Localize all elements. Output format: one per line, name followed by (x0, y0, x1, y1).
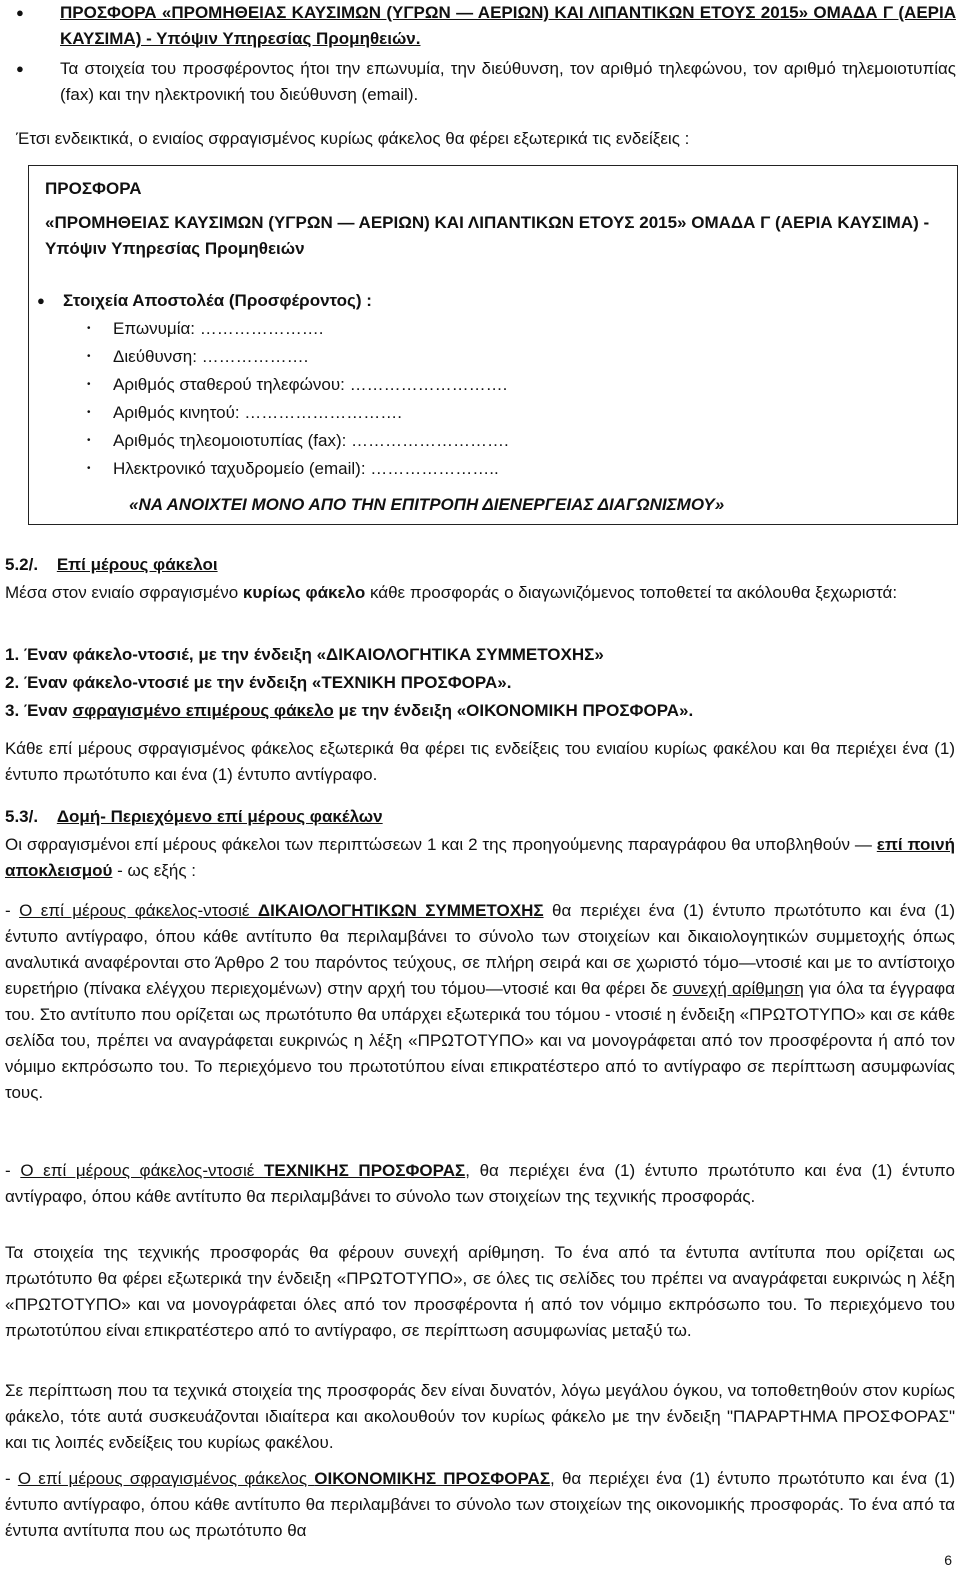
sender-field (87, 456, 499, 482)
text-run: για όλα τα έγγραφα του. Στο αντίτυπο που ορίζεται ως πρωτότυπο θα υπάρχει εξωτερικά του τόμου - ντοσιέ η ένδειξη «ΠΡΩΤΟΤΥΠΟ» και σε κάθε σελίδα του, πρέπει να αναγράφεται ευκρινώς η λέξη «ΠΡΩΤΟΤΥΠΟ» και να μονογράφεται από τον προσφέροντα ή από τον νόμιμο εκπρόσωπο του. Το περιεχόμενο του πρωτοτύπου είναι επικρατέστερο από το αντίγραφο σε περίπτωση ασυμφωνίας τους. (5, 979, 955, 1102)
sender-field-text: Διεύθυνση: ………………. (113, 347, 309, 366)
technical-folder-paragraph (5, 1158, 955, 1210)
page-number: 6 (944, 1552, 952, 1568)
bullet-dot-icon: ● (16, 5, 24, 20)
text-run: Ο επί μέρους φάκελος-ντοσιέ (20, 1161, 264, 1180)
text-run: Ο επί μέρους φάκελος-ντοσιέ (19, 901, 258, 920)
bullet-dot-icon: ● (37, 293, 45, 308)
section-53-intro (5, 832, 955, 884)
text-run: ΔΙΚΑΙΟΛΟΓΗΤΙΚΩΝ ΣΥΜΜΕΤΟΧΗΣ (257, 901, 544, 920)
text-run: σφραγισμένο επιμέρους φάκελο (72, 701, 334, 720)
section-53-number: 5.3/. (5, 807, 39, 826)
text-run: με την ένδειξη «ΟΙΚΟΝΟΜΙΚΗ ΠΡΟΣΦΟΡΑ». (333, 701, 694, 720)
text-run: , θα περιέχει ένα (1) έντυπο πρωτότυπο και ένα (1) έντυπο αντίγραφο, όπου κάθε αντίτυπο θα περιλαμβάνει το σύνολο των στοιχείων της τεχνικής προσφοράς. (5, 1161, 955, 1206)
section-52-number: 5.2/. (5, 555, 39, 574)
bullet-dot-icon: • (87, 379, 91, 390)
intro-bullet-1-text: ΠΡΟΣΦΟΡΑ «ΠΡΟΜΗΘΕΙΑΣ ΚΑΥΣΙΜΩΝ (ΥΓΡΩΝ — ΑΕΡΙΩΝ) ΚΑΙ ΛΙΠΑΝΤΙΚΩΝ ΕΤΟΥΣ 2015» ΟΜΑΔΑ Γ (ΑΕΡΙΑ ΚΑΥΣΙΜΑ) - Υπόψιν Υπηρεσίας Προμηθειών. (60, 3, 956, 48)
bullet-dot-icon: • (87, 463, 91, 474)
bullet-dot-icon: • (87, 351, 91, 362)
bullet-dot-icon: • (87, 435, 91, 446)
bullet-dot-icon: ● (16, 61, 24, 76)
text-run: Οι σφραγισμένοι επί μέρους φάκελοι των περιπτώσεων 1 και 2 της προηγούμενης παραγράφου θα υποβληθούν — (5, 835, 877, 854)
bullet-dot-icon: • (87, 407, 91, 418)
section-52-paragraph: Κάθε επί μέρους σφραγισμένος φάκελος εξωτερικά θα φέρει τις ενδείξεις του ενιαίου κυρίως φακέλου και θα περιέχει ένα (1) έντυπο πρωτότυπο και ένα (1) έντυπο αντίγραφο. (5, 739, 955, 784)
sender-field-text: Αριθμός τηλεομοιοτυπίας (fax): ………………………. (113, 431, 509, 450)
text-run: 3. Έναν (5, 701, 73, 720)
technical-annex-paragraph: Σε περίπτωση που τα τεχνικά στοιχεία της προσφοράς δεν είναι δυνατόν, λόγω μεγάλου όγκου, να τοποθετηθούν στον κυρίως φάκελο, τότε αυτά συσκευάζονται ιδιαίτερα και ακολουθούν τον κυρίως φάκελο με την ένδειξη "ΠΑΡΑΡΤΗΜΑ ΠΡΟΣΦΟΡΑΣ" και τις λοιπές ενδείξεις του κυρίως φακέλου. (5, 1381, 955, 1452)
text-run: , θα περιέχει ένα (1) έντυπο πρωτότυπο και ένα (1) έντυπο αντίγραφο, όπου κάθε αντίτυπο θα περιλαμβάνει το σύνολο των στοιχείων της οικονομικής προσφοράς. Το ένα από τα έντυπα αντίτυπα που ως πρωτότυπο θα (5, 1469, 955, 1540)
technical-numbering-paragraph: Τα στοιχεία της τεχνικής προσφοράς θα φέρουν συνεχή αρίθμηση. Το ένα από τα έντυπα αντίτυπα που ορίζεται ως πρωτότυπο θα φέρει εξωτερικά την ένδειξη «ΠΡΩΤΟΤΥΠΟ», σε όλες τις σελίδες του πρέπει να αναγράφεται ευκρινώς η λέξη «ΠΡΩΤΟΤΥΠΟ» και να μονογράφεται όλες από τον προσφέροντα ή από τον νόμιμο εκπρόσωπο του. Το περιεχόμενο του πρωτοτύπου είναι επικρατέστερο από το αντίγραφο, σε περίπτωση ασυμφωνίας μεταξύ τω. (5, 1243, 955, 1340)
envelope-note: «ΝΑ ΑΝΟΙΧΤΕΙ ΜΟΝΟ ΑΠΟ ΤΗΝ ΕΠΙΤΡΟΠΗ ΔΙΕΝΕΡΓΕΙΑΣ ΔΙΑΓΩΝΙΣΜΟΥ» (129, 495, 725, 514)
sender-field (87, 316, 324, 342)
text-run: ΤΕΧΝΙΚΗΣ ΠΡΟΣΦΟΡΑΣ (263, 1161, 466, 1180)
participation-folder-paragraph (5, 898, 955, 1106)
bullet-dot-icon: • (87, 323, 91, 334)
section-53-title: Δομή- Περιεχόμενο επί μέρους φακέλων (56, 807, 383, 826)
sender-field-text: Ηλεκτρονικό ταχυδρομείο (email): ………………….. (113, 459, 499, 478)
text-run: συνεχή αρίθμηση (672, 979, 804, 998)
text-run: κυρίως φάκελο (242, 583, 366, 602)
sender-field (87, 344, 309, 370)
text-run: Μέσα στον ενιαίο σφραγισμένο (5, 583, 243, 602)
text-run: - (5, 901, 20, 920)
sender-field-text: Επωνυμία: …………………. (113, 319, 324, 338)
sender-heading (37, 288, 372, 314)
sender-field-text: Αριθμός σταθερού τηλεφώνου: ………………………. (113, 375, 508, 394)
section-52-heading (5, 552, 955, 578)
intro-sentence: Έτσι ενδεικτικά, ο ενιαίος σφραγισμένος κυρίως φάκελος θα φέρει εξωτερικά τις ενδείξεις : (16, 129, 690, 148)
section-52-item-2: 2. Έναν φάκελο-ντοσιέ με την ένδειξη «ΤΕΧΝΙΚΗ ΠΡΟΣΦΟΡΑ». (5, 673, 512, 692)
section-53-heading (5, 804, 955, 830)
section-52-title: Επί μέρους φάκελοι (56, 555, 218, 574)
text-run: - (5, 1469, 18, 1488)
sender-field (87, 400, 403, 426)
envelope-subtitle: «ΠΡΟΜΗΘΕΙΑΣ ΚΑΥΣΙΜΩΝ (ΥΓΡΩΝ — ΑΕΡΙΩΝ) ΚΑΙ ΛΙΠΑΝΤΙΚΩΝ ΕΤΟΥΣ 2015» ΟΜΑΔΑ Γ (ΑΕΡΙΑ ΚΑΥΣΙΜΑ) - Υπόψιν Υπηρεσίας Προμηθειών (45, 213, 930, 258)
intro-bullet-2 (16, 56, 956, 108)
text-run: - ως εξής : (112, 861, 197, 880)
intro-bullet-1 (16, 0, 956, 52)
text-run: κάθε προσφοράς ο διαγωνιζόμενος τοποθετεί τα ακόλουθα ξεχωριστά: (365, 583, 898, 602)
section-52-intro (5, 580, 955, 606)
text-run: ΟΙΚΟΝΟΜΙΚΗΣ ΠΡΟΣΦΟΡΑΣ (314, 1469, 551, 1488)
text-run: - (5, 1161, 21, 1180)
sender-field (87, 372, 508, 398)
sender-field-text: Αριθμός κινητού: ………………………. (113, 403, 403, 422)
text-run: Ο επί μέρους σφραγισμένος φάκελος (17, 1469, 315, 1488)
section-52-item-1: 1. Έναν φάκελο-ντοσιέ, με την ένδειξη «ΔΙΚΑΙΟΛΟΓΗΤΙΚΑ ΣΥΜΜΕΤΟΧΗΣ» (5, 645, 604, 664)
text-run: θα περιέχει ένα (1) έντυπο πρωτότυπο και ένα (1) έντυπο αντίγραφο, όπου κάθε αντίτυπο θα περιλαμβάνει το σύνολο των στοιχείων και δικαιολογητικών συμμετοχής όπως αναλυτικά αναφέρονται στο Άρθρο 2 του παρόντος τεύχους, σε πλήρη σειρά και σε χωριστό τόμο—ντοσιέ και με το αντίστοιχο ευρετήριο (πίνακα ελέγχου περιεχομένων) στην αρχή του τόμου—ντοσιέ και θα φέρει δε (5, 901, 956, 998)
financial-folder-paragraph (5, 1466, 955, 1544)
text-run: επί ποινή αποκλεισμού (5, 835, 955, 880)
intro-bullet-2-text: Τα στοιχεία του προσφέροντος ήτοι την επωνυμία, την διεύθυνση, τον αριθμό τηλεφώνου, τον αριθμό τηλεμοιοτυπίας (fax) και την ηλεκτρονική του διεύθυνση (email). (60, 59, 956, 104)
sender-field (87, 428, 509, 454)
envelope-label-box (28, 165, 958, 525)
sender-heading-text: Στοιχεία Αποστολέα (Προσφέροντος) : (63, 291, 372, 310)
envelope-title: ΠΡΟΣΦΟΡΑ (45, 179, 142, 198)
section-52-item-3 (5, 698, 955, 724)
